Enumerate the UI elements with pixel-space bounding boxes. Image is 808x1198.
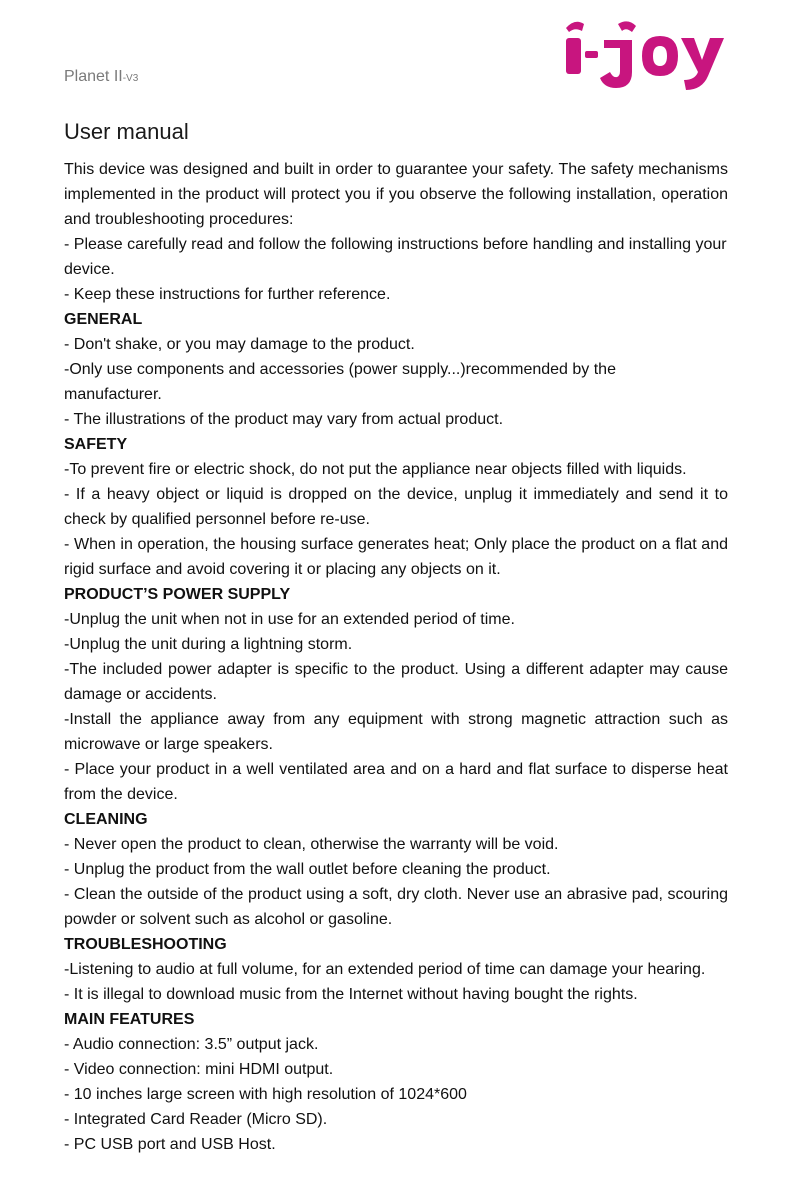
list-item: - Video connection: mini HDMI output. xyxy=(64,1061,334,1078)
list-item: - When in operation, the housing surface generates heat; Only place the product on a flat and rigid surface and avoid covering it or placing any objects on it. xyxy=(64,536,728,578)
list-item: - Unplug the product from the wall outlet before cleaning the product. xyxy=(64,861,551,878)
list-item: - Place your product in a well ventilated area and on a hard and flat surface to disperse heat from the device. xyxy=(64,761,728,803)
list-item: - Integrated Card Reader (Micro SD). xyxy=(64,1111,328,1128)
list-item: - PC USB port and USB Host. xyxy=(64,1136,276,1153)
list-item: -Listening to audio at full volume, for an extended period of time can damage your hearing. xyxy=(64,961,706,978)
list-item: - Keep these instructions for further reference. xyxy=(64,286,391,303)
list-item: - If a heavy object or liquid is dropped on the device, unplug it immediately and send it to check by qualified personnel before re-use. xyxy=(64,486,728,528)
list-item: - Don't shake, or you may damage to the product. xyxy=(64,336,415,353)
intro-paragraph: This device was designed and built in order to guarantee your safety. The safety mechanisms implemented in the product will protect you if you observe the following installation, operation and troubleshooting procedures: xyxy=(64,161,728,228)
section-heading-troubleshooting: TROUBLESHOOTING xyxy=(64,936,227,953)
logo-text: i-joy xyxy=(560,18,562,19)
list-item: -Unplug the unit when not in use for an extended period of time. xyxy=(64,611,515,628)
list-item: -Install the appliance away from any equipment with strong magnetic attraction such as microwave or large speakers. xyxy=(64,711,728,753)
list-item: - 10 inches large screen with high resolution of 1024*600 xyxy=(64,1086,467,1103)
manual-body xyxy=(64,157,728,1157)
section-heading-general: GENERAL xyxy=(64,311,143,328)
i-joy-logo xyxy=(560,18,748,92)
page-title: User manual xyxy=(64,119,189,144)
section-heading-cleaning: CLEANING xyxy=(64,811,148,828)
model-version: -V3 xyxy=(122,73,139,84)
section-heading-safety: SAFETY xyxy=(64,436,128,453)
list-item: -Unplug the unit during a lightning storm. xyxy=(64,636,353,653)
list-item: -To prevent fire or electric shock, do not put the appliance near objects filled with liquids. xyxy=(64,461,687,478)
list-item: -Only use components and accessories (power supply...)recommended by the manufacturer. xyxy=(64,361,616,403)
list-item: - Please carefully read and follow the following instructions before handling and installing your device. xyxy=(64,236,727,278)
section-heading-power: PRODUCT’S POWER SUPPLY xyxy=(64,586,291,603)
list-item: - Clean the outside of the product using a soft, dry cloth. Never use an abrasive pad, scouring powder or solvent such as alcohol or gasoline. xyxy=(64,886,728,928)
list-item: - The illustrations of the product may vary from actual product. xyxy=(64,411,504,428)
section-heading-features: MAIN FEATURES xyxy=(64,1011,195,1028)
list-item: - Audio connection: 3.5” output jack. xyxy=(64,1036,319,1053)
list-item: - Never open the product to clean, otherwise the warranty will be void. xyxy=(64,836,559,853)
model-name xyxy=(64,68,138,86)
model-label: Planet II xyxy=(64,68,123,85)
list-item: -The included power adapter is specific to the product. Using a different adapter may cause damage or accidents. xyxy=(64,661,728,703)
list-item: - It is illegal to download music from the Internet without having bought the rights. xyxy=(64,986,638,1003)
